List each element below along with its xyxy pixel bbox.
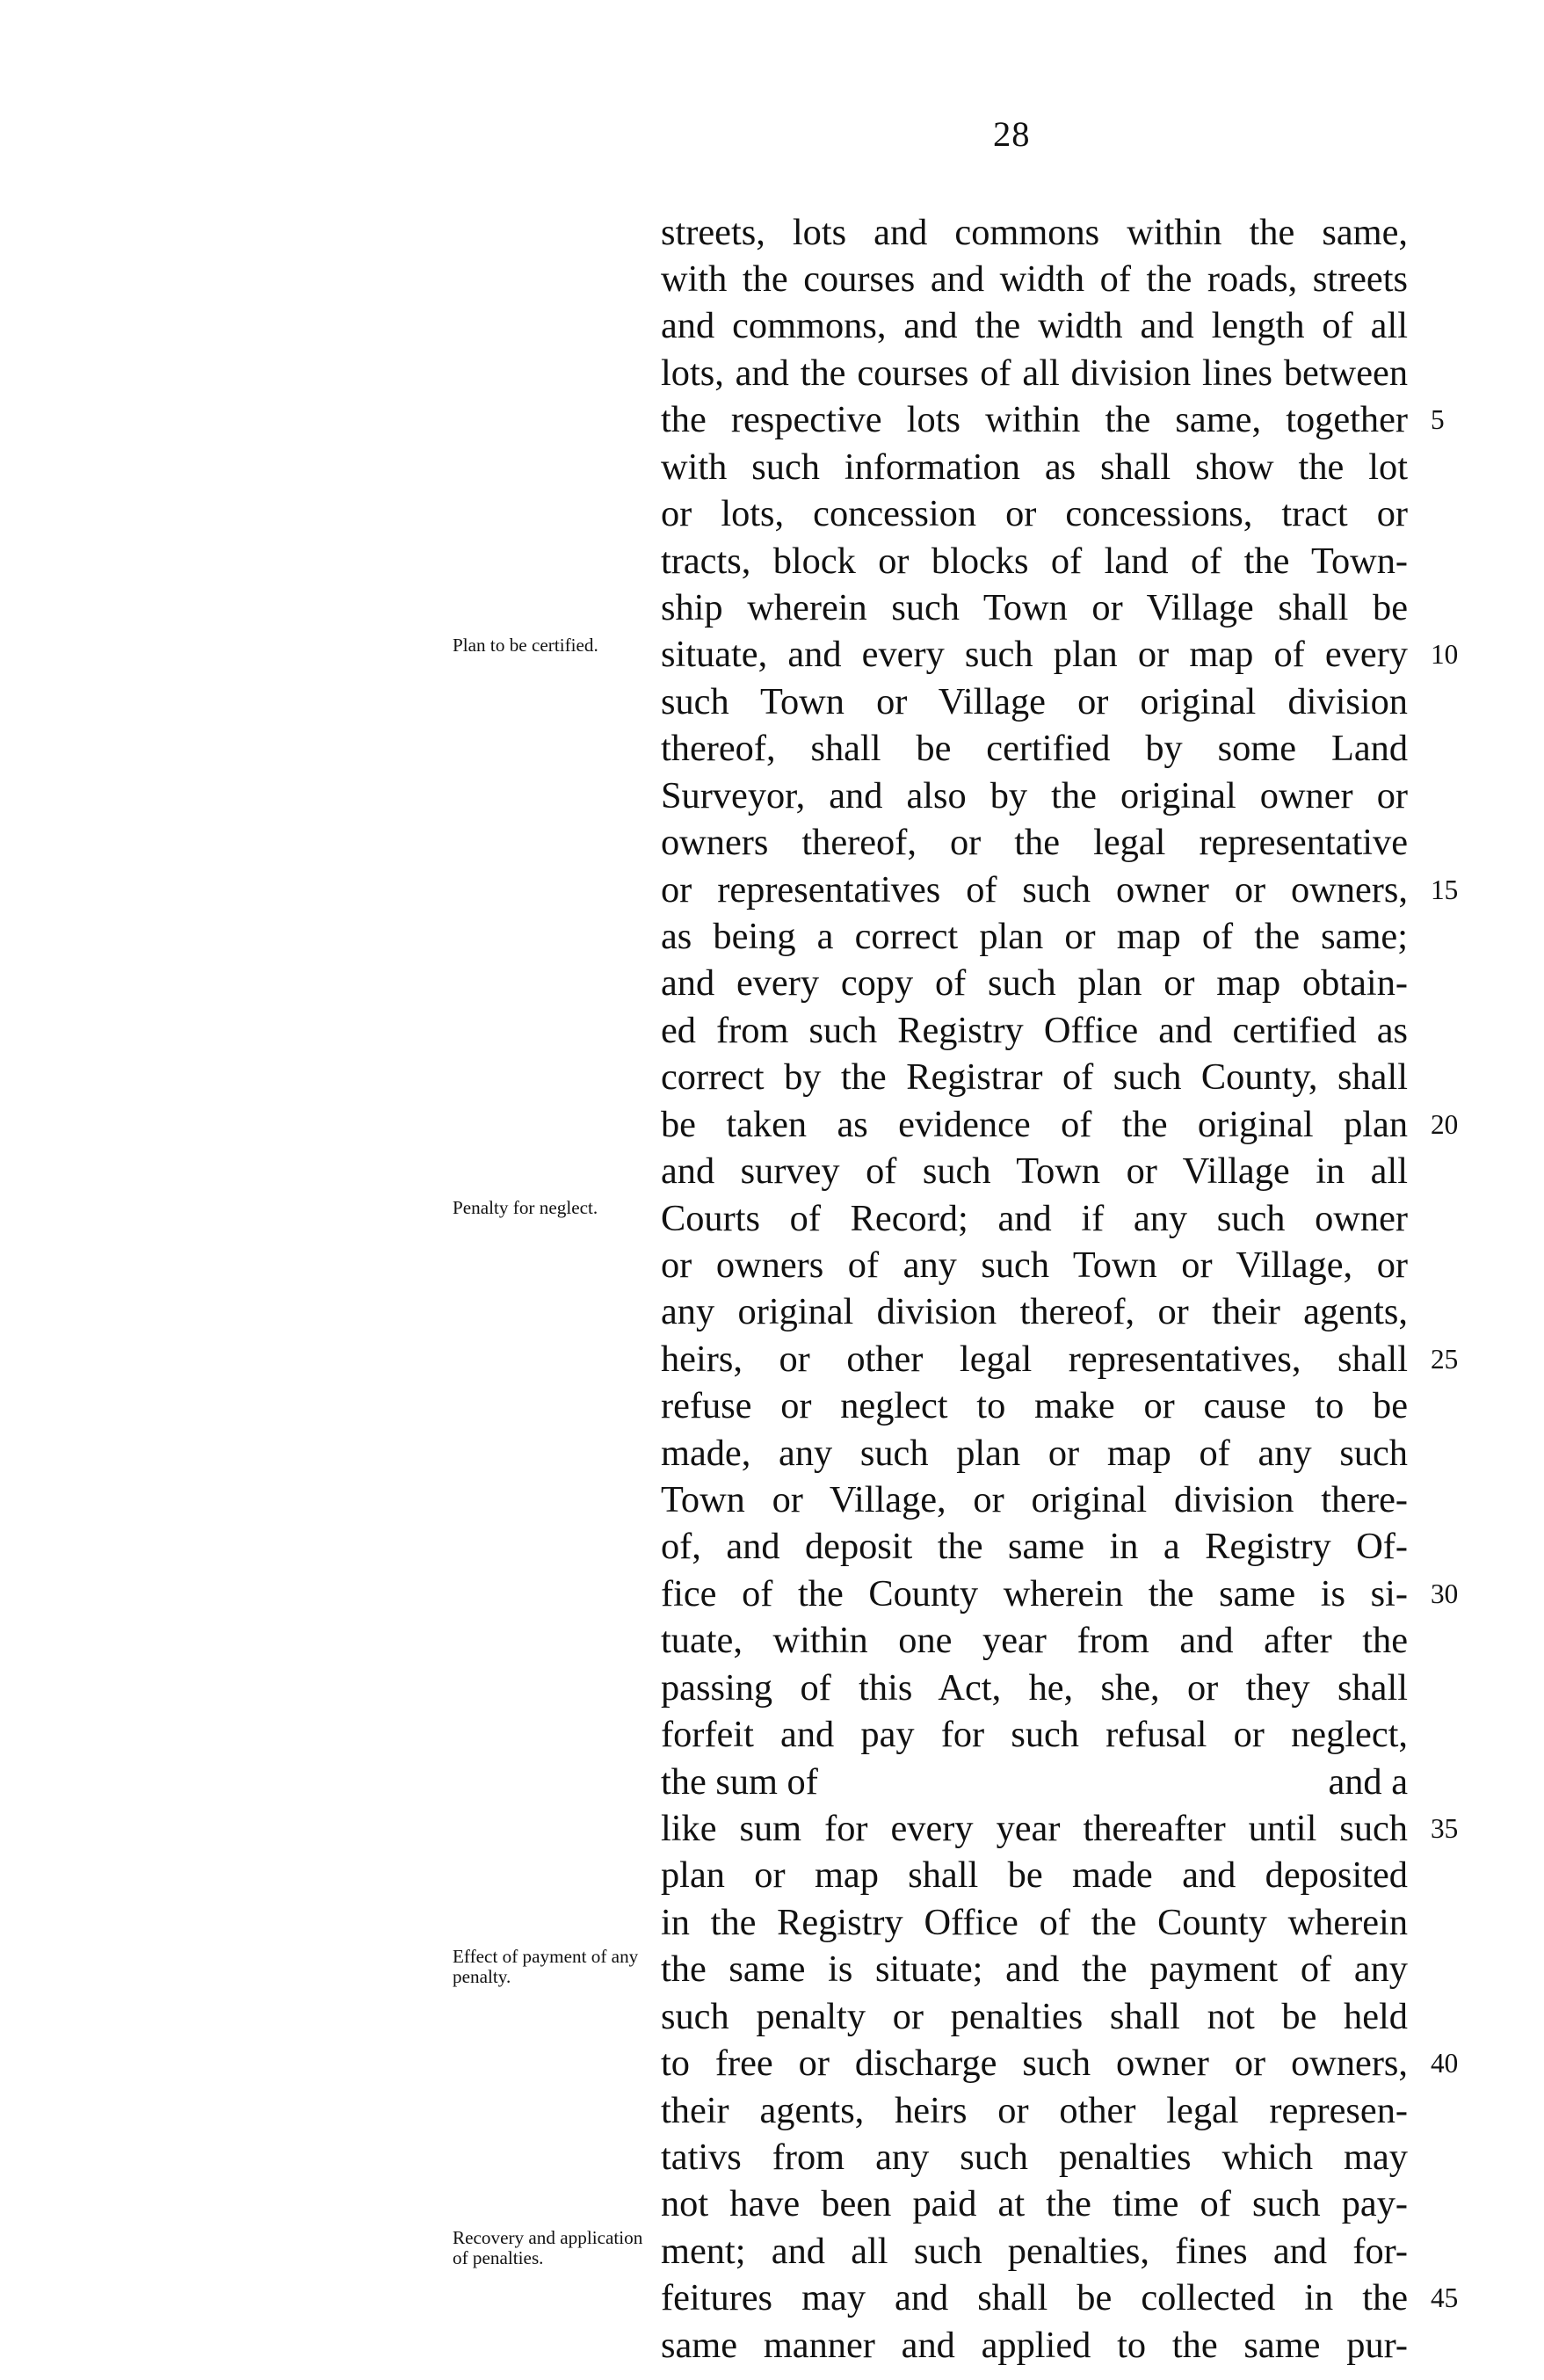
text-line: the respective lots within the same, together	[661, 399, 1408, 441]
text-line: Town or Village, or original division there-	[661, 1479, 1408, 1521]
text-line: tativs from any such penalties which may	[661, 2136, 1408, 2178]
text-line: like sum for every year thereafter until such	[661, 1808, 1408, 1850]
text-line: be taken as evidence of the original plan	[661, 1103, 1408, 1145]
line-number: 25	[1431, 1343, 1459, 1375]
text-line: of, and deposit the same in a Registry Of-	[661, 1526, 1408, 1568]
text-line: correct by the Registrar of such County, shall	[661, 1056, 1408, 1099]
text-line: plan or map shall be made and deposited	[661, 1854, 1408, 1897]
text-line: the same is situate; and the payment of any	[661, 1948, 1408, 1991]
text-line: or owners of any such Town or Village, or	[661, 1244, 1408, 1286]
line-number: 45	[1431, 2282, 1459, 2314]
text-line: streets, lots and commons within the same,	[661, 211, 1408, 253]
text-line: feitures may and shall be collected in the	[661, 2277, 1408, 2319]
text-line: ed from such Registry Office and certified as	[661, 1009, 1408, 1051]
text-line: thereof, shall be certified by some Land	[661, 728, 1408, 770]
text-line: passing of this Act, he, she, or they shall	[661, 1666, 1408, 1709]
sum-lead-text: the sum of	[661, 1760, 818, 1803]
text-line: Courts of Record; and if any such owner	[661, 1197, 1408, 1239]
page-number: 28	[993, 113, 1031, 154]
line-number: 40	[1431, 2048, 1459, 2079]
line-number: 5	[1431, 404, 1445, 436]
line-number: 20	[1431, 1108, 1459, 1140]
text-line: with the courses and width of the roads, streets	[661, 258, 1408, 301]
text-line: such Town or Village or original division	[661, 680, 1408, 722]
text-line: and survey of such Town or Village in all	[661, 1150, 1408, 1193]
line-number: 10	[1431, 639, 1459, 671]
text-line	[661, 1759, 1408, 1805]
text-line: lots, and the courses of all division lines between	[661, 352, 1408, 394]
line-number: 15	[1431, 874, 1459, 905]
text-line: situate, and every such plan or map of every	[661, 634, 1408, 676]
text-line: as being a correct plan or map of the same;	[661, 915, 1408, 957]
text-line: or representatives of such owner or owners,	[661, 868, 1408, 911]
text-line: to free or discharge such owner or owners,	[661, 2043, 1408, 2085]
text-line: heirs, or other legal representatives, shall	[661, 1338, 1408, 1380]
text-line: tuate, within one year from and after the	[661, 1620, 1408, 1662]
text-line: not have been paid at the time of such pay-	[661, 2183, 1408, 2225]
text-line: fice of the County wherein the same is si-	[661, 1572, 1408, 1614]
text-line: Surveyor, and also by the original owner or	[661, 774, 1408, 816]
text-line: and every copy of such plan or map obtain-	[661, 962, 1408, 1005]
text-line: owners thereof, or the legal representative	[661, 822, 1408, 864]
text-line: refuse or neglect to make or cause to be	[661, 1385, 1408, 1427]
line-number: 35	[1431, 1813, 1459, 1845]
text-line: such penalty or penalties shall not be held	[661, 1995, 1408, 2037]
text-line: ship wherein such Town or Village shall be	[661, 587, 1408, 629]
text-line: same manner and applied to the same pur-	[661, 2324, 1408, 2366]
margin-note-penalty-neglect: Penalty for neglect.	[453, 1197, 598, 1219]
margin-note-recovery-penalties: Recovery and application of penalties.	[453, 2226, 643, 2268]
text-line: any original division thereof, or their agents,	[661, 1291, 1408, 1333]
sum-tail-text: and a	[1328, 1760, 1408, 1803]
text-line: with such information as shall show the lot	[661, 446, 1408, 488]
text-line: tracts, block or blocks of land of the Town-	[661, 540, 1408, 582]
text-line: or lots, concession or concessions, tract or	[661, 493, 1408, 535]
margin-note-effect-payment: Effect of payment of any penalty.	[453, 1946, 639, 1988]
text-line: ment; and all such penalties, fines and for-	[661, 2230, 1408, 2272]
text-line: in the Registry Office of the County wherein	[661, 1901, 1408, 1943]
text-line: and commons, and the width and length of all	[661, 305, 1408, 347]
text-line: their agents, heirs or other legal represen-	[661, 2089, 1408, 2131]
text-line: forfeit and pay for such refusal or neglect,	[661, 1714, 1408, 1756]
margin-note-plan-certified: Plan to be certified.	[453, 635, 598, 657]
text-line: made, any such plan or map of any such	[661, 1432, 1408, 1474]
line-number: 30	[1431, 1578, 1459, 1609]
